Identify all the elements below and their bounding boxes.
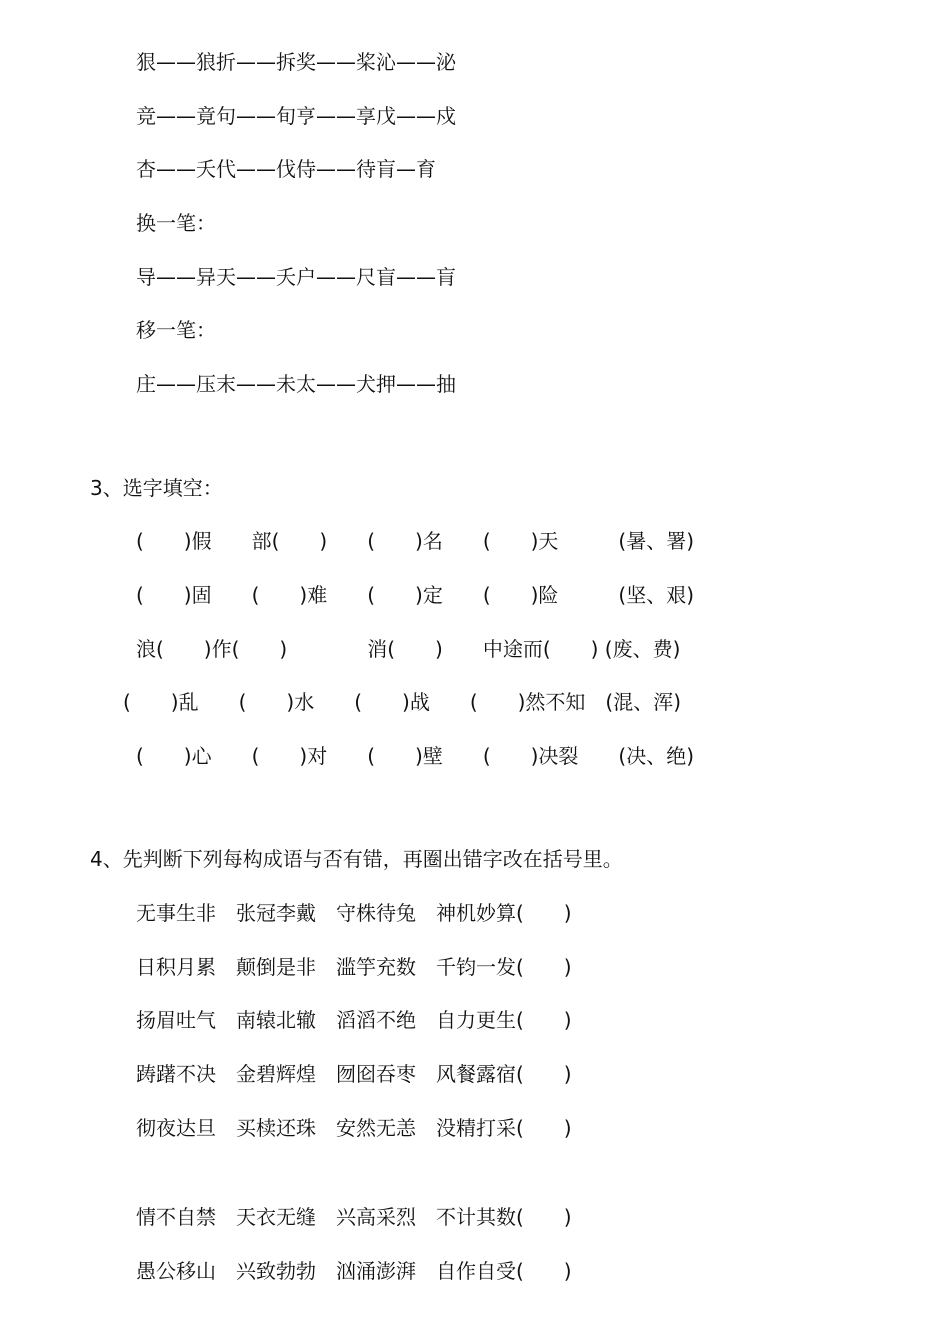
subheading-move-stroke: 移一笔： — [136, 318, 216, 342]
idiom-row-4: 踌躇不决 金碧辉煌 囫囵吞枣 风餐露宿( ) — [136, 1062, 572, 1086]
idiom-row-3: 扬眉吐气 南辕北辙 滔滔不绝 自力更生( ) — [136, 1008, 572, 1032]
char-line-4: 导——异天——夭户——尺盲——肓 — [136, 265, 456, 289]
fill-row-4: ( )乱 ( )水 ( )战 ( )然不知 (混、浑) — [123, 690, 682, 714]
idiom-row-2: 日积月累 颠倒是非 滥竽充数 千钧一发( ) — [136, 955, 572, 979]
fill-row-2: ( )固 ( )难 ( )定 ( )险 (坚、艰) — [136, 583, 695, 607]
idiom-row-6: 情不自禁 天衣无缝 兴高采烈 不计其数( ) — [136, 1205, 572, 1229]
section-3-title: 3、选字填空： — [90, 476, 223, 500]
char-line-3: 杏——夭代——伐侍——待肓—育 — [136, 157, 436, 181]
fill-row-1: ( )假 部( ) ( )名 ( )天 (暑、署) — [136, 529, 695, 553]
char-line-2: 竞——竟句——旬亨——享戊——戍 — [136, 104, 456, 128]
section-4-title: 4、先判断下列每构成语与否有错，再圈出错字改在括号里。 — [90, 847, 623, 871]
subheading-change-stroke: 换一笔： — [136, 211, 216, 235]
char-line-5: 庄——压末——未太——犬押——抽 — [136, 372, 456, 396]
char-line-1: 狠——狼折——拆奖——桨沁——泌 — [136, 50, 456, 74]
idiom-row-7: 愚公移山 兴致勃勃 汹涌澎湃 自作自受( ) — [136, 1259, 572, 1283]
idiom-row-5: 彻夜达旦 买椟还珠 安然无恙 没精打采( ) — [136, 1116, 572, 1140]
fill-row-5: ( )心 ( )对 ( )壁 ( )决裂 (决、绝) — [136, 744, 695, 768]
idiom-row-1: 无事生非 张冠李戴 守株待兔 神机妙算( ) — [136, 901, 572, 925]
fill-row-3: 浪( )作( ) 消( ) 中途而( ) (废、费) — [136, 637, 681, 661]
